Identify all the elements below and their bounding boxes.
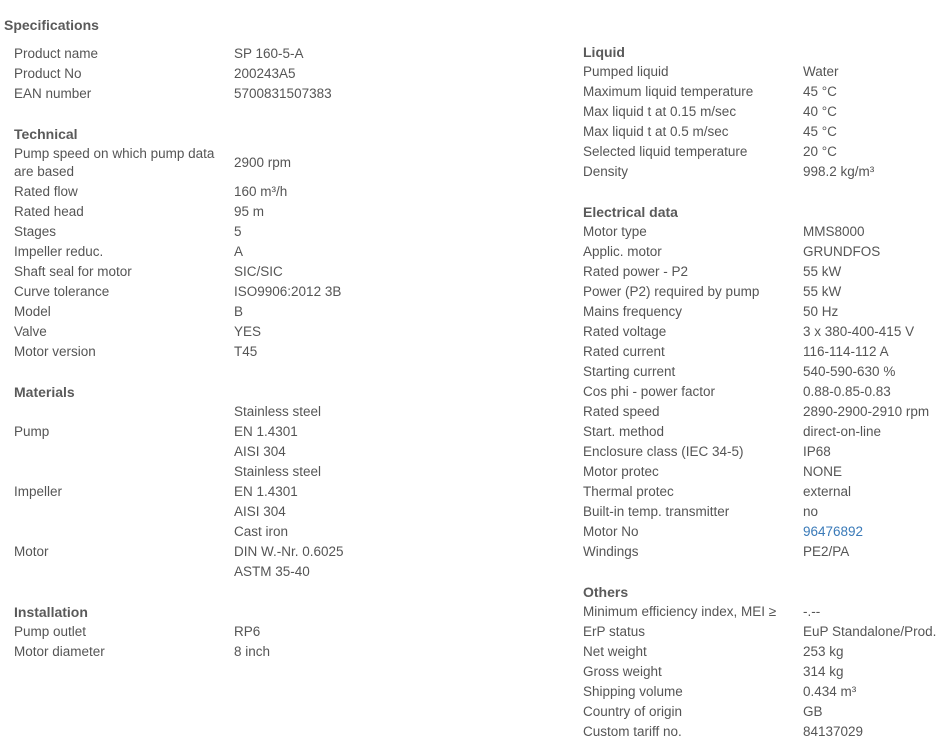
spec-row — [583, 702, 947, 722]
spec-value: EuP Standalone/Prod. — [803, 624, 937, 639]
spec-values — [803, 622, 947, 642]
spec-values — [234, 182, 534, 202]
spec-label: Gross weight — [583, 664, 662, 679]
spec-values — [234, 202, 534, 222]
spec-label: EAN number — [14, 86, 92, 101]
spec-values — [234, 262, 534, 282]
spec-values — [803, 462, 947, 482]
spec-value: PE2/PA — [803, 544, 850, 559]
spec-label: Power (P2) required by pump — [583, 284, 760, 299]
spec-row — [583, 442, 947, 462]
spec-values — [803, 382, 947, 402]
spec-values — [803, 662, 947, 682]
spec-value: 200243A5 — [234, 66, 296, 81]
spec-row — [14, 262, 534, 282]
spec-row — [14, 44, 534, 64]
spec-label: Start. method — [583, 424, 665, 439]
spec-row — [583, 142, 947, 162]
spec-values — [803, 682, 947, 702]
spec-label: Custom tariff no. — [583, 724, 682, 739]
spec-values — [803, 502, 947, 522]
right-column — [583, 42, 947, 742]
spec-row — [583, 502, 947, 522]
spec-row — [14, 202, 534, 222]
spec-label: Rated power - P2 — [583, 264, 689, 279]
spec-row — [14, 64, 534, 84]
spec-value: AISI 304 — [234, 504, 286, 519]
spec-row — [583, 522, 947, 542]
section-title-materials: Materials — [14, 384, 75, 400]
spec-values — [234, 462, 534, 522]
spec-values — [234, 522, 534, 582]
spec-label: Starting current — [583, 364, 676, 379]
spec-values — [234, 642, 534, 662]
spec-label: Rated current — [583, 344, 665, 359]
spec-value: EN 1.4301 — [234, 424, 298, 439]
spec-label: Max liquid t at 0.5 m/sec — [583, 124, 729, 139]
spec-row — [14, 642, 534, 662]
spec-value: T45 — [234, 344, 258, 359]
spec-label: Rated voltage — [583, 324, 667, 339]
spec-value: AISI 304 — [234, 444, 286, 459]
spec-value: 314 kg — [803, 664, 844, 679]
spec-values — [803, 302, 947, 322]
spec-label: Shipping volume — [583, 684, 683, 699]
spec-row — [583, 422, 947, 442]
spec-label: Product name — [14, 46, 99, 61]
spec-value: 45 °C — [803, 84, 837, 99]
spec-row — [14, 182, 534, 202]
spec-value: DIN W.-Nr. 0.6025 — [234, 544, 344, 559]
section-title-others: Others — [583, 584, 629, 600]
spec-value: -.-- — [803, 604, 821, 619]
spec-value: direct-on-line — [803, 424, 882, 439]
spec-label: Thermal protec — [583, 484, 674, 499]
spec-row — [583, 102, 947, 122]
spec-label: Country of origin — [583, 704, 683, 719]
spec-values — [803, 422, 947, 442]
spec-value: Stainless steel — [234, 404, 322, 419]
spec-label: ErP status — [583, 624, 646, 639]
spec-label: Minimum efficiency index, MEI ≥ — [583, 604, 777, 619]
spec-row — [14, 342, 534, 362]
spec-values — [234, 402, 534, 462]
spec-row — [583, 362, 947, 382]
spec-values — [803, 362, 947, 382]
spec-value: GRUNDFOS — [803, 244, 881, 259]
spec-value: IP68 — [803, 444, 831, 459]
spec-value: 40 °C — [803, 104, 837, 119]
section-gap — [14, 582, 534, 602]
spec-value: Cast iron — [234, 524, 289, 539]
spec-values — [803, 542, 947, 562]
spec-label: Stages — [14, 224, 57, 239]
spec-label: Model — [14, 304, 51, 319]
spec-row — [583, 342, 947, 362]
spec-values — [803, 482, 947, 502]
spec-values — [803, 342, 947, 362]
spec-label: Impeller reduc. — [14, 244, 104, 259]
spec-value: external — [803, 484, 852, 499]
spec-label: Applic. motor — [583, 244, 662, 259]
spec-row — [583, 302, 947, 322]
section-gap — [583, 182, 947, 202]
spec-value: no — [803, 504, 819, 519]
spec-value: SP 160-5-A — [234, 46, 304, 61]
spec-value: 2890-2900-2910 rpm — [803, 404, 930, 419]
spec-value: 3 x 380-400-415 V — [803, 324, 915, 339]
section-title-installation: Installation — [14, 604, 88, 620]
spec-values — [234, 84, 534, 104]
spec-value: ISO9906:2012 3B — [234, 284, 342, 299]
spec-value: 95 m — [234, 204, 265, 219]
spec-label: Density — [583, 164, 629, 179]
spec-value: 540-590-630 % — [803, 364, 896, 379]
spec-label: Rated flow — [14, 184, 78, 199]
spec-value: 5 — [234, 224, 242, 239]
spec-row — [14, 144, 534, 182]
spec-value: 0.88-0.85-0.83 — [803, 384, 891, 399]
spec-value: EN 1.4301 — [234, 484, 298, 499]
spec-values — [803, 262, 947, 282]
spec-values — [803, 242, 947, 262]
spec-label: Shaft seal for motor — [14, 264, 132, 279]
spec-values — [803, 522, 947, 542]
spec-row — [14, 622, 534, 642]
spec-value: 2900 rpm — [234, 155, 292, 170]
spec-value: 8 inch — [234, 644, 271, 659]
spec-label: Motor version — [14, 344, 96, 359]
spec-values — [803, 322, 947, 342]
spec-label: Built-in temp. transmitter — [583, 504, 730, 519]
spec-label: Valve — [14, 324, 47, 339]
spec-values — [803, 82, 947, 102]
left-column — [14, 44, 534, 662]
spec-row — [583, 122, 947, 142]
spec-values — [234, 242, 534, 262]
spec-value: 50 Hz — [803, 304, 839, 319]
spec-row — [14, 282, 534, 302]
spec-value: 998.2 kg/m³ — [803, 164, 875, 179]
spec-row — [583, 722, 947, 742]
spec-value: Water — [803, 64, 839, 79]
spec-values — [234, 222, 534, 242]
spec-value: 20 °C — [803, 144, 837, 159]
spec-values — [803, 442, 947, 462]
spec-label: Selected liquid temperature — [583, 144, 748, 159]
spec-values — [234, 322, 534, 342]
spec-values — [803, 162, 947, 182]
spec-values — [803, 642, 947, 662]
spec-row — [583, 662, 947, 682]
spec-label: Windings — [583, 544, 639, 559]
spec-row — [14, 402, 534, 462]
section-gap — [14, 362, 534, 382]
spec-values — [234, 342, 534, 362]
spec-row — [14, 462, 534, 522]
spec-value: MMS8000 — [803, 224, 865, 239]
spec-row — [583, 402, 947, 422]
spec-row — [14, 242, 534, 262]
spec-label: Product No — [14, 66, 82, 81]
spec-label: Impeller — [14, 484, 63, 499]
spec-row — [14, 522, 534, 582]
spec-label: Mains frequency — [583, 304, 683, 319]
spec-label: Motor type — [583, 224, 647, 239]
spec-label: Pumped liquid — [583, 64, 669, 79]
spec-values — [234, 622, 534, 642]
spec-row — [583, 382, 947, 402]
spec-label: Enclosure class (IEC 34-5) — [583, 444, 744, 459]
spec-value: 84137029 — [803, 724, 864, 739]
spec-values — [803, 62, 947, 82]
section-title-electrical-data: Electrical data — [583, 204, 678, 220]
spec-label: Maximum liquid temperature — [583, 84, 754, 99]
spec-row — [583, 242, 947, 262]
spec-row — [583, 322, 947, 342]
spec-values — [234, 153, 534, 173]
spec-values — [803, 142, 947, 162]
page-title: Specifications — [4, 17, 99, 33]
spec-row — [14, 322, 534, 342]
spec-label: Pump outlet — [14, 624, 87, 639]
spec-values — [803, 602, 947, 622]
spec-values — [234, 282, 534, 302]
spec-label: Rated head — [14, 204, 84, 219]
spec-value: ASTM 35-40 — [234, 564, 310, 579]
spec-row — [583, 642, 947, 662]
spec-row — [583, 162, 947, 182]
spec-values — [803, 222, 947, 242]
spec-value: 55 kW — [803, 284, 842, 299]
spec-values — [234, 64, 534, 84]
spec-value: 5700831507383 — [234, 86, 332, 101]
spec-value: RP6 — [234, 624, 261, 639]
section-gap — [583, 562, 947, 582]
spec-label: Pump speed on which pump data are based — [14, 146, 215, 179]
spec-row — [14, 84, 534, 104]
spec-value: GB — [803, 704, 823, 719]
spec-row — [583, 282, 947, 302]
spec-row — [583, 462, 947, 482]
spec-row — [583, 602, 947, 622]
spec-label: Motor protec — [583, 464, 659, 479]
spec-value: SIC/SIC — [234, 264, 283, 279]
spec-value: 160 m³/h — [234, 184, 288, 199]
motor-no-link[interactable]: 96476892 — [803, 524, 864, 539]
spec-label: Motor — [14, 544, 49, 559]
spec-value: YES — [234, 324, 262, 339]
spec-label: Net weight — [583, 644, 647, 659]
spec-row — [583, 62, 947, 82]
spec-row — [583, 542, 947, 562]
spec-label: Cos phi - power factor — [583, 384, 716, 399]
spec-values — [803, 722, 947, 742]
spec-value: A — [234, 244, 244, 259]
spec-values — [234, 44, 534, 64]
spec-value: 0.434 m³ — [803, 684, 857, 699]
spec-row — [583, 622, 947, 642]
spec-value: B — [234, 304, 244, 319]
spec-label: Pump — [14, 424, 50, 439]
spec-row — [583, 82, 947, 102]
spec-values — [803, 282, 947, 302]
spec-row — [583, 482, 947, 502]
section-title-liquid: Liquid — [583, 44, 625, 60]
spec-row — [583, 682, 947, 702]
spec-label: Curve tolerance — [14, 284, 110, 299]
spec-values — [803, 402, 947, 422]
spec-values — [234, 302, 534, 322]
section-title-technical: Technical — [14, 126, 78, 142]
spec-value: NONE — [803, 464, 843, 479]
spec-label: Motor No — [583, 524, 639, 539]
spec-row — [14, 302, 534, 322]
spec-value: 253 kg — [803, 644, 844, 659]
spec-row — [583, 262, 947, 282]
spec-value: Stainless steel — [234, 464, 322, 479]
spec-label: Rated speed — [583, 404, 660, 419]
spec-values — [803, 702, 947, 722]
spec-value: 116-114-112 A — [803, 344, 889, 359]
spec-value: 45 °C — [803, 124, 837, 139]
spec-values — [803, 122, 947, 142]
spec-row — [583, 222, 947, 242]
spec-label: Max liquid t at 0.15 m/sec — [583, 104, 737, 119]
section-gap — [14, 104, 534, 124]
spec-value: 55 kW — [803, 264, 842, 279]
spec-values — [803, 102, 947, 122]
spec-label: Motor diameter — [14, 644, 105, 659]
spec-row — [14, 222, 534, 242]
